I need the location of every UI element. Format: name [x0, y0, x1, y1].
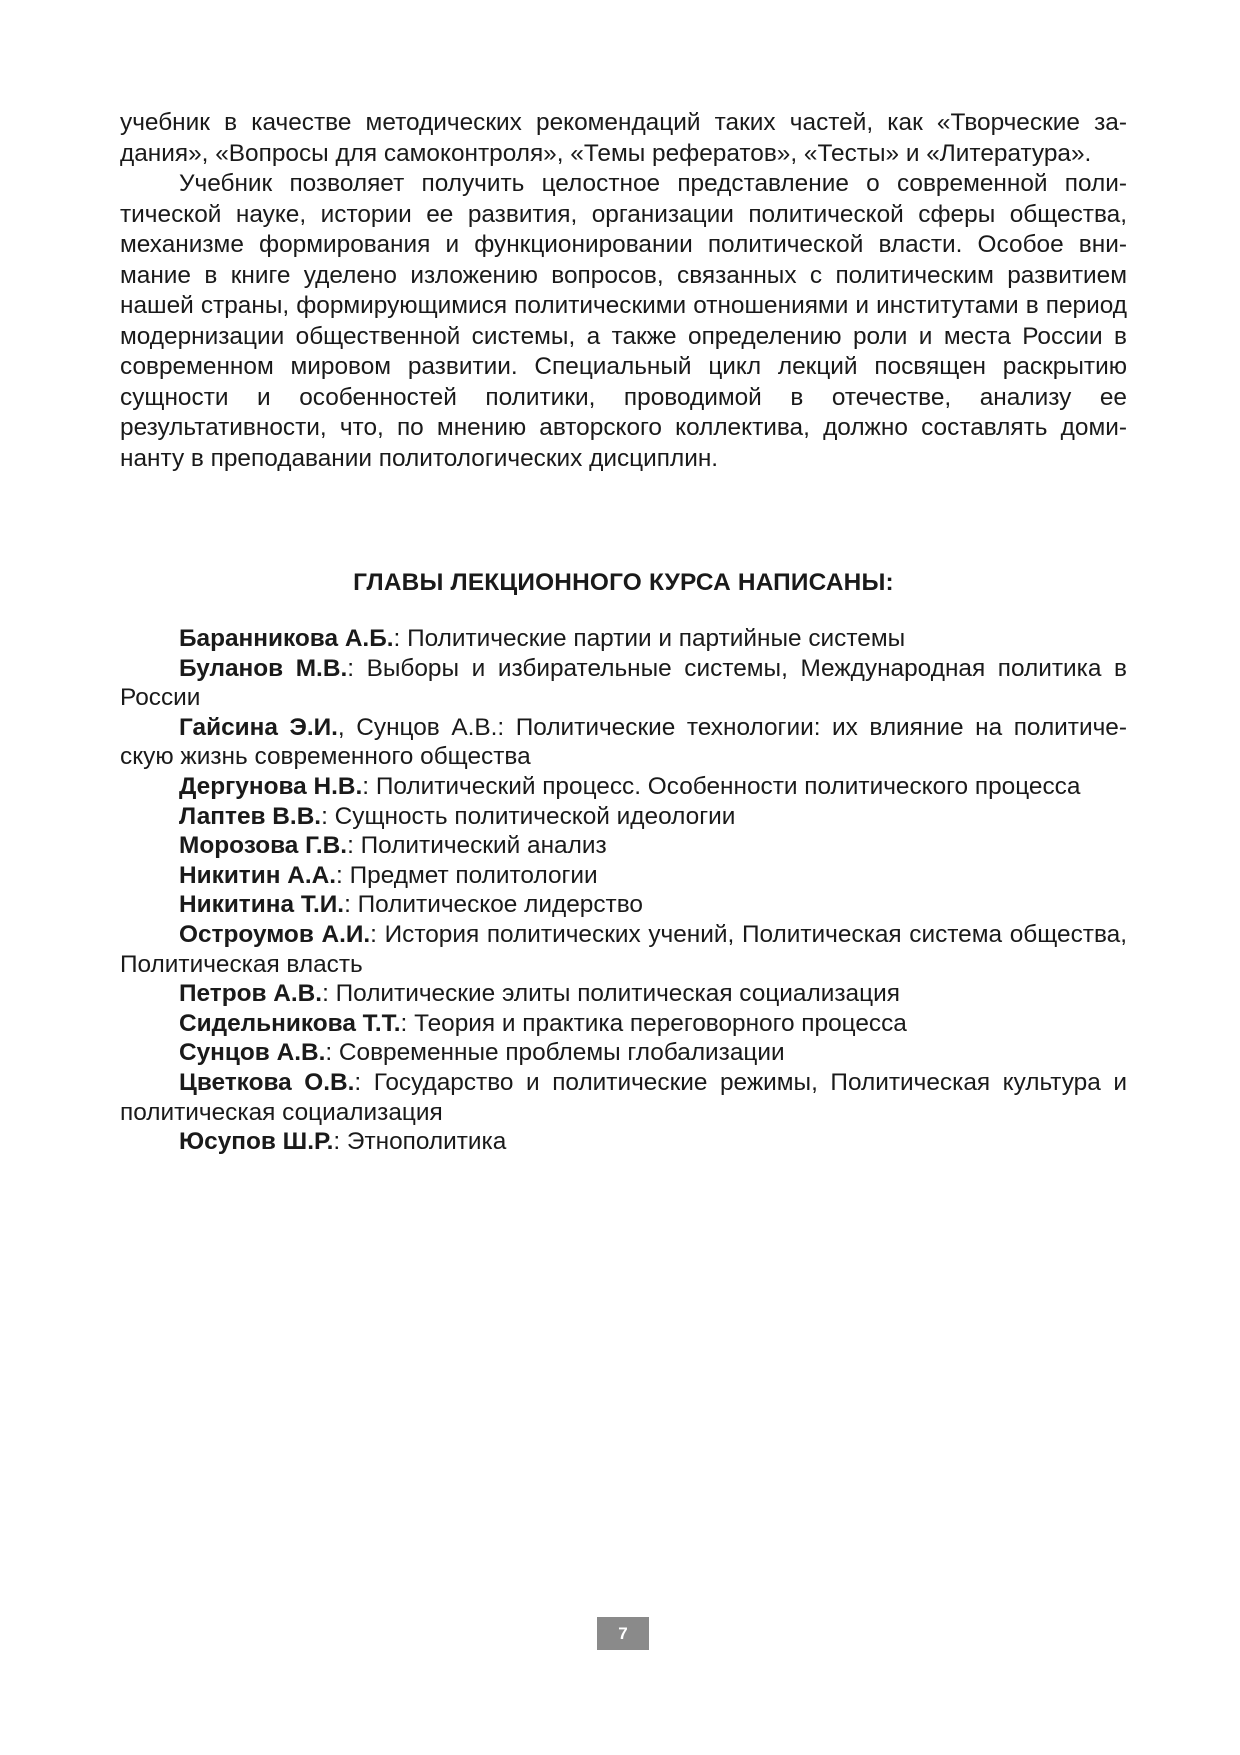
- author-topics: : Политические технологии: их влияние на политическую жизнь современного общества: [120, 713, 1127, 771]
- author-name: Лаптев В.В.: [179, 802, 322, 830]
- section-heading: ГЛАВЫ ЛЕКЦИОННОГО КУРСА НАПИСАНЫ:: [353, 569, 894, 596]
- intro-paragraph: учебник в качестве методических рекомендаций таких частей, как «Творческие задания», «Вопросы для самоконтроля», «Темы рефератов», «Тесты» и «Литература».: [120, 109, 1127, 167]
- author-entry: [120, 890, 1127, 920]
- author-topics: : Теория и практика переговорного процесса: [400, 1009, 907, 1037]
- author-topics: : Этнополитика: [333, 1128, 507, 1156]
- author-entry: [120, 831, 1127, 861]
- author-entry: [120, 1127, 1127, 1157]
- author-entry: [120, 624, 1127, 654]
- author-entry: [120, 802, 1127, 832]
- author-topics: : Современные проблемы глобализации: [325, 1039, 785, 1067]
- author-entry: [120, 1068, 1127, 1127]
- author-name: Сидельникова Т.Т.: [179, 1009, 401, 1037]
- intro-text: [120, 108, 1127, 474]
- author-topics: : Сущность политической идеологии: [321, 802, 736, 830]
- author-list: [120, 624, 1127, 1157]
- author-topics: : Политические элиты политическая социализация: [322, 980, 900, 1008]
- author-entry: [120, 979, 1127, 1009]
- author-name: Буланов М.В.: [179, 654, 348, 682]
- author-topics: : Выборы и избирательные системы, Международная политика в России: [120, 654, 1127, 712]
- author-name: Никитин А.А.: [179, 861, 337, 889]
- author-name: Морозова Г.В.: [179, 832, 348, 860]
- author-name: Юсупов Ш.Р.: [179, 1128, 334, 1156]
- author-topics: : Политические партии и партийные системы: [393, 625, 906, 652]
- author-topics: : Политический анализ: [347, 832, 607, 860]
- author-name: Петров А.В.: [179, 980, 323, 1008]
- author-entry: [120, 713, 1127, 772]
- author-name: Гайсина Э.И.: [179, 713, 338, 741]
- author-topics: : Предмет политологии: [336, 861, 598, 889]
- author-entry: [120, 1009, 1127, 1039]
- author-name: Баранникова А.Б.: [179, 625, 394, 652]
- author-name: Никитина Т.И.: [179, 891, 345, 919]
- author-entry: [120, 772, 1127, 802]
- author-name: Остроумов А.И.: [179, 920, 371, 948]
- intro-paragraph: Учебник позволяет получить целостное представление о современной политической науке, истории ее развития, организации политической сферы общества, механизме формирования и функционировании политической власти. Особое внимание в книге уделено изложению вопросов, связанных с политическим развитием нашей страны, формирующимися политическими отношениями и институтами в период модернизации общественной системы, а также определению роли и места России в современном мировом развитии. Специальный цикл лекций посвящен раскрытию сущности и особенностей политики, проводимой в отечестве, анализу ее результативности, что, по мнению авторского коллектива, должно составлять доминанту в преподавании политологических дисциплин.: [120, 170, 1127, 472]
- page-content: [120, 108, 1127, 1157]
- author-name: Сунцов А.В.: [179, 1039, 326, 1067]
- author-entry: [120, 920, 1127, 979]
- author-name: Цветкова О.В.: [179, 1068, 355, 1096]
- author-topics: : Политическое лидерство: [344, 891, 643, 919]
- author-topics: : Государство и политические режимы, Политическая культура и политическая социализация: [120, 1068, 1127, 1126]
- author-topics: : Политический процесс. Особенности политического процесса: [362, 772, 1081, 800]
- page-number: 7: [597, 1617, 649, 1650]
- author-name: Дергунова Н.В.: [179, 772, 363, 800]
- author-entry: [120, 861, 1127, 891]
- author-topics: : История политических учений, Политическая система общества, Политическая власть: [120, 920, 1127, 978]
- author-entry: [120, 1038, 1127, 1068]
- author-entry: [120, 654, 1127, 713]
- coauthor-name: , Сунцов А.В.: [337, 713, 498, 741]
